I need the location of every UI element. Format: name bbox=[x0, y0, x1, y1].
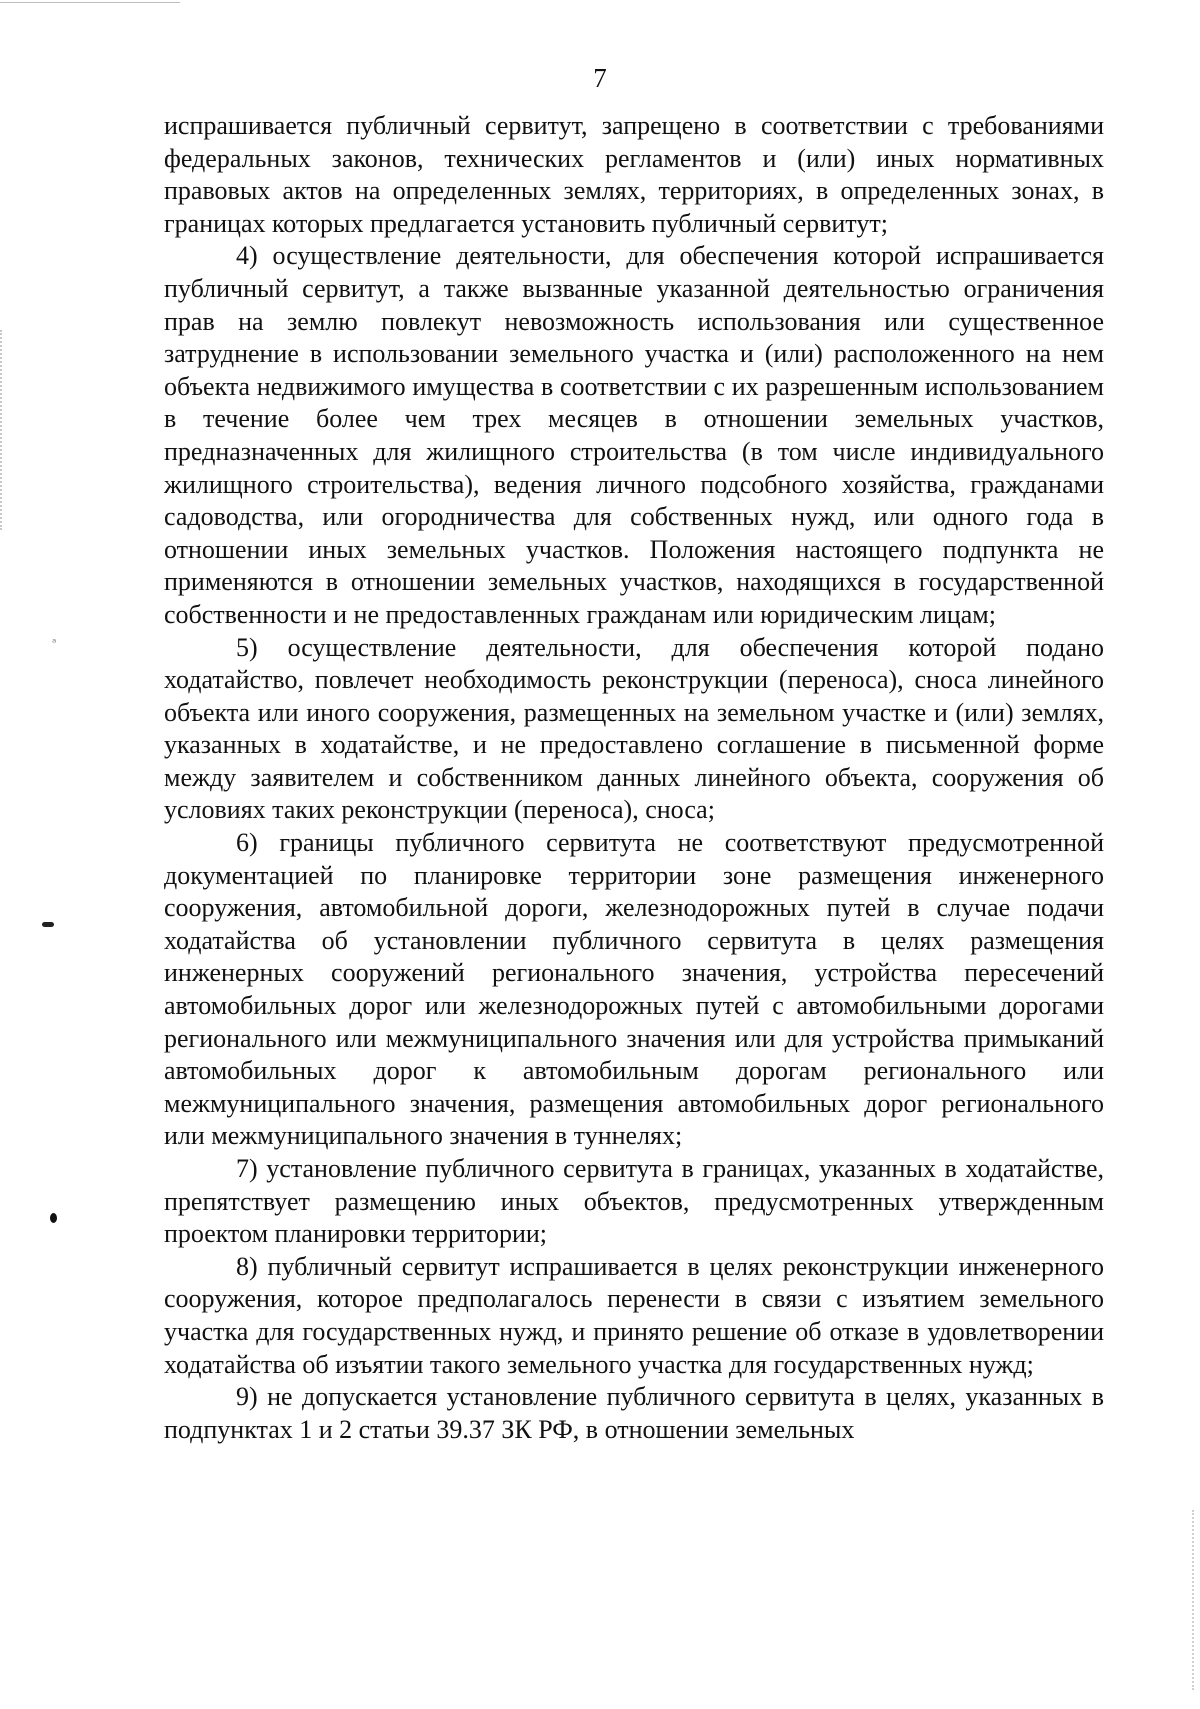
scan-speck: ᵃ bbox=[52, 636, 57, 649]
paragraph: испрашивается публичный сервитут, запрещено в соответствии с требованиями федеральных законов, технических регламентов и (или) иных нормативных правовых актов на определенных землях, территориях, в определенных зонах, в границах которых предлагается установить публичный сервитут; bbox=[164, 111, 1104, 238]
scan-edge-line bbox=[0, 2, 180, 3]
scan-margin-dots bbox=[1190, 1510, 1194, 1690]
page-number: 7 bbox=[593, 63, 607, 93]
paragraph: 4) осуществление деятельности, для обеспечения которой испрашивается публичный сервитут, а также вызванные указанной деятельностью ограничения прав на землю повлекут невозможность использования или существенное затруднение в использовании земельного участка и (или) расположенного на нем объекта недвижимого имущества в соответствии с их разрешенным использованием в течение более чем трех месяцев в отношении земельных участков, предназначенных для жилищного строительства (в том числе индивидуального жилищного строительства), ведения личного подсобного хозяйства, гражданами садоводства, или огородничества для собственных нужд, или одного года в отношении иных земельных участков. Положения настоящего подпункта не применяются в отношении земельных участков, находящихся в государственной собственности и не предоставленных гражданам или юридическим лицам; bbox=[164, 241, 1104, 629]
scan-speck bbox=[50, 1213, 57, 1223]
paragraph: 6) границы публичного сервитута не соответствуют предусмотренной документацией по планировке территории зоне размещения инженерного сооружения, автомобильной дороги, железнодорожных путей в случае подачи ходатайства об установлении публичного сервитута в целях размещения инженерных сооружений регионального значения, устройства пересечений автомобильных дорог или железнодорожных путей с автомобильными дорогами регионального или межмуниципального значения или для устройства примыканий автомобильных дорог к автомобильным дорогам регионального или межмуниципального значения, размещения автомобильных дорог регионального или межмуниципального значения в туннелях; bbox=[164, 828, 1104, 1151]
scan-speck bbox=[42, 922, 54, 927]
paragraph: 9) не допускается установление публичного сервитута в целях, указанных в подпунктах 1 и 2 статьи 39.37 ЗК РФ, в отношении земельных bbox=[164, 1382, 1104, 1444]
paragraph: 8) публичный сервитут испрашивается в целях реконструкции инженерного сооружения, которое предполагалось перенести в связи с изъятием земельного участка для государственных нужд, и принято решение об отказе в удовлетворении ходатайства об изъятии такого земельного участка для государственных нужд; bbox=[164, 1251, 1104, 1379]
scan-margin-dots bbox=[0, 330, 5, 530]
paragraph: 5) осуществление деятельности, для обеспечения которой подано ходатайство, повлечет необходимость реконструкции (переноса), сноса линейного объекта или иного сооружения, размещенных на земельном участке и (или) землях, указанных в ходатайстве, и не предоставлено соглашение в письменной форме между заявителем и собственником данных линейного объекта, сооружения об условиях таких реконструкции (переноса), сноса; bbox=[164, 632, 1104, 825]
paragraph: 7) установление публичного сервитута в границах, указанных в ходатайстве, препятствует размещению иных объектов, предусмотренных утвержденным проектом планировки территории; bbox=[164, 1154, 1104, 1249]
body-text bbox=[164, 110, 1104, 1446]
